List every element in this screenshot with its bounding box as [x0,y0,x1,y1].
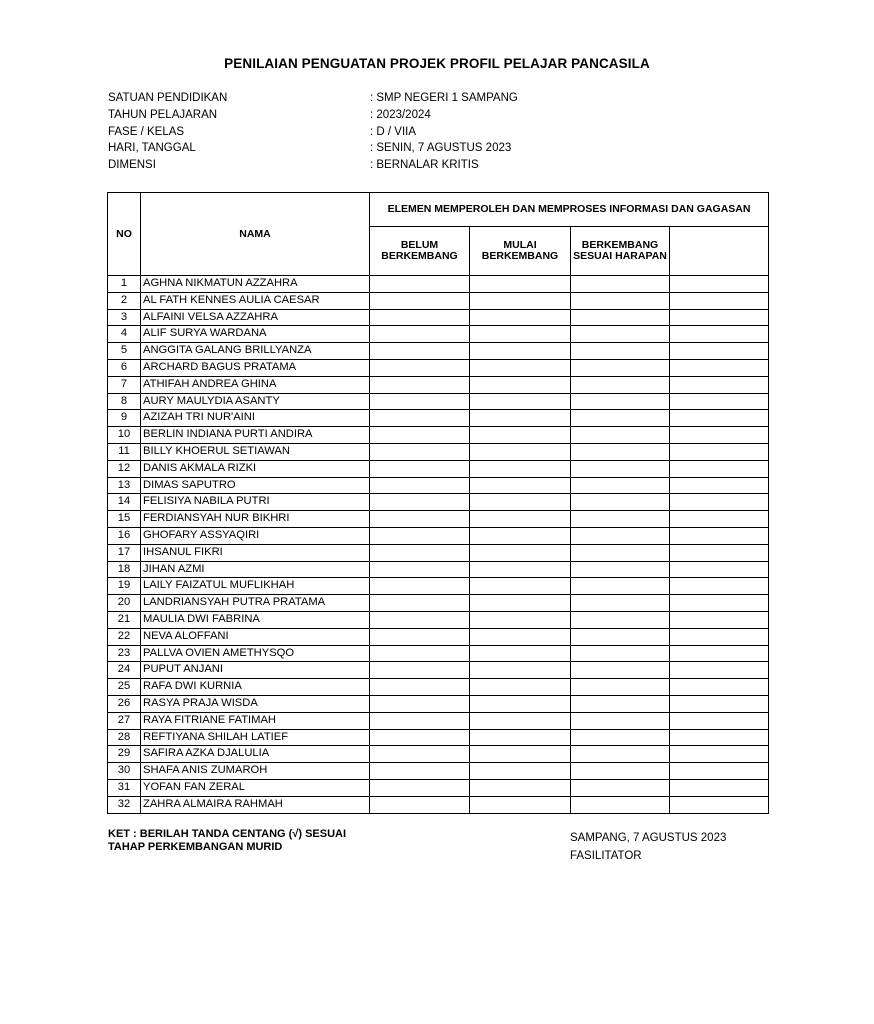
row-number: 30 [108,763,141,780]
assessment-cell[interactable] [571,595,670,612]
assessment-cell[interactable] [370,393,470,410]
assessment-cell[interactable] [370,494,470,511]
table-row [108,561,769,578]
assessment-cell[interactable] [470,393,571,410]
student-name: AURY MAULYDIA ASANTY [141,393,370,410]
assessment-cell[interactable] [370,645,470,662]
assessment-cell[interactable] [370,611,470,628]
student-name: IHSANUL FIKRI [141,544,370,561]
student-name: PALLVA OVIEN AMETHYSQO [141,645,370,662]
student-name: ALFAINI VELSA AZZAHRA [141,309,370,326]
assessment-cell[interactable] [670,746,769,763]
assessment-cell[interactable] [571,662,670,679]
assessment-cell[interactable] [370,763,470,780]
assessment-cell[interactable] [670,779,769,796]
table-row [108,292,769,309]
assessment-cell[interactable] [571,326,670,343]
header-level-bsh: BERKEMBANG SESUAI HARAPAN [571,227,670,276]
assessment-cell[interactable] [470,578,571,595]
assessment-cell[interactable] [670,460,769,477]
info-label: HARI, TANGGAL [108,142,196,155]
assessment-cell[interactable] [670,443,769,460]
assessment-cell[interactable] [470,595,571,612]
assessment-cell[interactable] [670,544,769,561]
table-row [108,410,769,427]
table-row [108,343,769,360]
table-row [108,595,769,612]
info-label: TAHUN PELAJARAN [108,108,218,121]
row-number: 25 [108,679,141,696]
row-number: 21 [108,611,141,628]
row-number: 2 [108,292,141,309]
table-row [108,511,769,528]
assessment-cell[interactable] [571,561,670,578]
assessment-cell[interactable] [670,628,769,645]
assessment-cell[interactable] [370,729,470,746]
table-row [108,376,769,393]
assessment-cell[interactable] [571,443,670,460]
assessment-cell[interactable] [571,292,670,309]
student-name: DANIS AKMALA RIZKI [141,460,370,477]
student-name: ZAHRA ALMAIRA RAHMAH [141,796,370,813]
row-number: 12 [108,460,141,477]
student-name: FERDIANSYAH NUR BIKHRI [141,511,370,528]
table-row [108,611,769,628]
assessment-cell[interactable] [670,326,769,343]
assessment-cell[interactable] [670,695,769,712]
row-number: 19 [108,578,141,595]
student-name: GHOFARY ASSYAQIRI [141,527,370,544]
assessment-cell[interactable] [670,393,769,410]
assessment-cell[interactable] [571,578,670,595]
assessment-cell[interactable] [370,527,470,544]
assessment-cell[interactable] [470,376,571,393]
row-number: 23 [108,645,141,662]
row-number: 11 [108,443,141,460]
table-row [108,796,769,813]
assessment-cell[interactable] [470,276,571,293]
page-title: PENILAIAN PENGUATAN PROJEK PROFIL PELAJAR PANCASILA [224,56,650,71]
assessment-cell[interactable] [670,376,769,393]
row-number: 26 [108,695,141,712]
header-no: NO [108,193,141,276]
row-number: 3 [108,309,141,326]
assessment-cell[interactable] [470,460,571,477]
info-label: DIMENSI [108,159,156,172]
table-row [108,359,769,376]
assessment-cell[interactable] [470,679,571,696]
student-name: FELISIYA NABILA PUTRI [141,494,370,511]
student-name: LAILY FAIZATUL MUFLIKHAH [141,578,370,595]
assessment-cell[interactable] [370,544,470,561]
student-name: NEVA ALOFFANI [141,628,370,645]
assessment-cell[interactable] [470,309,571,326]
assessment-cell[interactable] [571,645,670,662]
table-row [108,729,769,746]
assessment-cell[interactable] [370,343,470,360]
assessment-cell[interactable] [370,326,470,343]
table-row [108,309,769,326]
table-row [108,544,769,561]
assessment-cell[interactable] [470,326,571,343]
assessment-cell[interactable] [670,578,769,595]
row-number: 28 [108,729,141,746]
assessment-cell[interactable] [370,477,470,494]
assessment-cell[interactable] [470,662,571,679]
assessment-cell[interactable] [370,746,470,763]
assessment-cell[interactable] [370,511,470,528]
table-row [108,443,769,460]
assessment-cell[interactable] [370,628,470,645]
assessment-cell[interactable] [370,679,470,696]
student-name: AL FATH KENNES AULIA CAESAR [141,292,370,309]
assessment-cell[interactable] [670,796,769,813]
row-number: 9 [108,410,141,427]
assessment-cell[interactable] [670,712,769,729]
signer-title: FASILITATOR [570,850,642,862]
table-row [108,477,769,494]
header-level-belum: BELUM BERKEMBANG [370,227,470,276]
table-row [108,427,769,444]
student-name: RASYA PRAJA WISDA [141,695,370,712]
assessment-cell[interactable] [571,763,670,780]
assessment-cell[interactable] [470,427,571,444]
assessment-cell[interactable] [571,544,670,561]
assessment-cell[interactable] [470,343,571,360]
assessment-cell[interactable] [571,746,670,763]
assessment-cell[interactable] [470,359,571,376]
assessment-cell[interactable] [470,477,571,494]
student-name: AGHNA NIKMATUN AZZAHRA [141,276,370,293]
table-row [108,494,769,511]
student-name: SAFIRA AZKA DJALULIA [141,746,370,763]
row-number: 15 [108,511,141,528]
assessment-cell[interactable] [670,343,769,360]
table-row [108,393,769,410]
info-label: FASE / KELAS [108,125,185,138]
assessment-cell[interactable] [571,511,670,528]
row-number: 24 [108,662,141,679]
table-row [108,276,769,293]
row-number: 27 [108,712,141,729]
table-row [108,326,769,343]
assessment-cell[interactable] [670,309,769,326]
assessment-cell[interactable] [571,359,670,376]
assessment-cell[interactable] [571,427,670,444]
student-name: SHAFA ANIS ZUMAROH [141,763,370,780]
info-value: : 2023/2024 [370,108,431,121]
assessment-cell[interactable] [470,796,571,813]
row-number: 18 [108,561,141,578]
row-number: 7 [108,376,141,393]
student-name: REFTIYANA SHILAH LATIEF [141,729,370,746]
row-number: 1 [108,276,141,293]
assessment-cell[interactable] [571,628,670,645]
assessment-cell[interactable] [470,695,571,712]
assessment-cell[interactable] [571,611,670,628]
table-row [108,628,769,645]
row-number: 20 [108,595,141,612]
assessment-cell[interactable] [370,712,470,729]
assessment-cell[interactable] [370,561,470,578]
assessment-cell[interactable] [470,611,571,628]
assessment-cell[interactable] [670,494,769,511]
assessment-cell[interactable] [370,578,470,595]
row-number: 29 [108,746,141,763]
assessment-cell[interactable] [571,309,670,326]
header-element: ELEMEN MEMPEROLEH DAN MEMPROSES INFORMASI DAN GAGASAN [370,193,769,227]
student-name: DIMAS SAPUTRO [141,477,370,494]
row-number: 32 [108,796,141,813]
assessment-cell[interactable] [571,477,670,494]
assessment-cell[interactable] [571,679,670,696]
assessment-cell[interactable] [571,796,670,813]
assessment-cell[interactable] [370,779,470,796]
table-row [108,695,769,712]
assessment-cell[interactable] [670,410,769,427]
student-name: BILLY KHOERUL SETIAWAN [141,443,370,460]
assessment-cell[interactable] [470,746,571,763]
assessment-cell[interactable] [370,292,470,309]
assessment-cell[interactable] [370,662,470,679]
assessment-cell[interactable] [670,645,769,662]
info-value: : D / VIIA [370,125,417,138]
assessment-cell[interactable] [571,729,670,746]
table-row [108,645,769,662]
assessment-cell[interactable] [470,494,571,511]
table-row [108,578,769,595]
table-row [108,527,769,544]
row-number: 22 [108,628,141,645]
assessment-cell[interactable] [670,359,769,376]
assessment-cell[interactable] [370,427,470,444]
assessment-cell[interactable] [571,393,670,410]
student-name: BERLIN INDIANA PURTI ANDIRA [141,427,370,444]
assessment-cell[interactable] [571,527,670,544]
assessment-table [107,192,769,814]
table-row [108,460,769,477]
student-name: ATHIFAH ANDREA GHINA [141,376,370,393]
assessment-cell[interactable] [470,511,571,528]
student-name: LANDRIANSYAH PUTRA PRATAMA [141,595,370,612]
table-row [108,746,769,763]
assessment-cell[interactable] [470,561,571,578]
table-row [108,679,769,696]
assessment-cell[interactable] [370,595,470,612]
assessment-cell[interactable] [470,729,571,746]
row-number: 13 [108,477,141,494]
row-number: 14 [108,494,141,511]
assessment-cell[interactable] [571,695,670,712]
assessment-cell[interactable] [370,359,470,376]
info-label: SATUAN PENDIDIKAN [108,92,228,104]
assessment-cell[interactable] [670,763,769,780]
row-number: 10 [108,427,141,444]
assessment-cell[interactable] [571,276,670,293]
place-date: SAMPANG, 7 AGUSTUS 2023 [570,832,727,844]
student-name: ALIF SURYA WARDANA [141,326,370,343]
assessment-cell[interactable] [470,410,571,427]
assessment-cell[interactable] [670,662,769,679]
row-number: 6 [108,359,141,376]
assessment-cell[interactable] [470,645,571,662]
table-row [108,763,769,780]
assessment-cell[interactable] [470,544,571,561]
assessment-cell[interactable] [670,427,769,444]
student-name: JIHAN AZMI [141,561,370,578]
row-number: 4 [108,326,141,343]
assessment-cell[interactable] [370,276,470,293]
assessment-cell[interactable] [370,410,470,427]
assessment-cell[interactable] [670,595,769,612]
student-name: ARCHARD BAGUS PRATAMA [141,359,370,376]
assessment-cell[interactable] [571,376,670,393]
assessment-cell[interactable] [670,729,769,746]
signature-block [570,829,727,865]
row-number: 16 [108,527,141,544]
info-value: : SENIN, 7 AGUSTUS 2023 [370,142,512,155]
assessment-cell[interactable] [571,460,670,477]
assessment-cell[interactable] [370,443,470,460]
assessment-cell[interactable] [470,628,571,645]
assessment-cell[interactable] [470,292,571,309]
assessment-cell[interactable] [571,410,670,427]
assessment-sheet [107,192,751,814]
assessment-cell[interactable] [470,763,571,780]
assessment-cell[interactable] [370,460,470,477]
row-number: 5 [108,343,141,360]
assessment-cell[interactable] [670,561,769,578]
assessment-cell[interactable] [670,276,769,293]
assessment-cell[interactable] [670,611,769,628]
assessment-cell[interactable] [470,779,571,796]
header-level-mulai: MULAI BERKEMBANG [470,227,571,276]
assessment-cell[interactable] [571,494,670,511]
assessment-cell[interactable] [571,343,670,360]
assessment-cell[interactable] [571,779,670,796]
assessment-cell[interactable] [670,477,769,494]
assessment-cell[interactable] [571,712,670,729]
table-row [108,779,769,796]
row-number: 17 [108,544,141,561]
row-number: 8 [108,393,141,410]
student-rows [108,276,769,814]
instruction-note: KET : BERILAH TANDA CENTANG (√) SESUAI TAHAP PERKEMBANGAN MURID [108,828,347,853]
assessment-cell[interactable] [670,679,769,696]
assessment-cell[interactable] [670,511,769,528]
assessment-cell[interactable] [670,527,769,544]
assessment-cell[interactable] [370,796,470,813]
table-row [108,712,769,729]
assessment-cell[interactable] [470,527,571,544]
student-name: RAYA FITRIANE FATIMAH [141,712,370,729]
assessment-cell[interactable] [470,712,571,729]
info-value: : BERNALAR KRITIS [370,159,479,172]
assessment-cell[interactable] [370,309,470,326]
student-name: AZIZAH TRI NUR'AINI [141,410,370,427]
assessment-cell[interactable] [670,292,769,309]
row-number: 31 [108,779,141,796]
student-name: RAFA DWI KURNIA [141,679,370,696]
student-name: ANGGITA GALANG BRILLYANZA [141,343,370,360]
student-name: YOFAN FAN ZERAL [141,779,370,796]
assessment-cell[interactable] [370,695,470,712]
header-level-extra [670,227,769,276]
assessment-cell[interactable] [370,376,470,393]
assessment-cell[interactable] [470,443,571,460]
header-name: NAMA [141,193,370,276]
student-name: PUPUT ANJANI [141,662,370,679]
student-name: MAULIA DWI FABRINA [141,611,370,628]
info-value: : SMP NEGERI 1 SAMPANG [370,92,518,104]
table-row [108,662,769,679]
